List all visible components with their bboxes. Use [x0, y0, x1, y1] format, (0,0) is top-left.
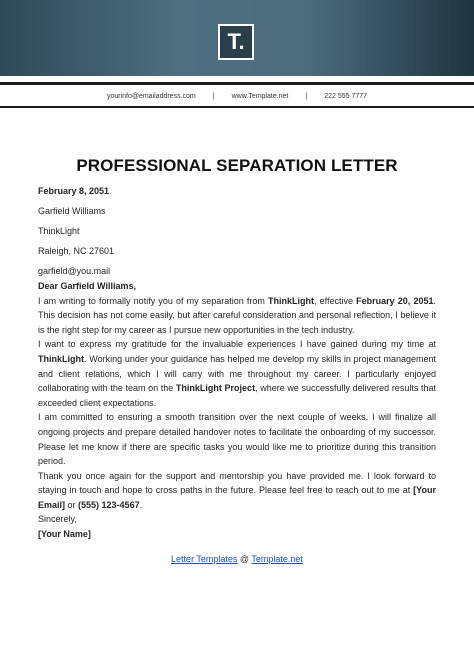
paragraph-text: , effective	[314, 295, 357, 306]
paragraph-1	[38, 294, 436, 338]
contact-phone: 222 555 7777	[324, 92, 368, 100]
salutation: Dear Garfield Williams,	[38, 280, 136, 291]
paragraph-text: . This decision has not come easily, but after careful consideration and personal reflection, I believe it is the right step for my career as I pursue new opportunities in the tech industry.	[38, 295, 436, 335]
letter-title: PROFESSIONAL SEPARATION LETTER	[76, 156, 398, 175]
contact-website: www.Template.net	[231, 92, 289, 100]
recipient-email: garfield@you.mail	[38, 266, 111, 277]
project-name: ThinkLight Project	[175, 383, 256, 394]
header-banner	[0, 0, 474, 76]
contact-separator: |	[212, 92, 215, 100]
letter-templates-link[interactable]: Letter Templates	[171, 554, 238, 564]
contact-separator: |	[305, 92, 308, 100]
closing: Sincerely,	[38, 514, 77, 525]
paragraph-text: or	[65, 499, 79, 510]
template-logo	[218, 24, 254, 60]
recipient-company: ThinkLight	[38, 226, 80, 237]
paragraph-text: I want to express my gratitude for the invaluable experiences I have gained during my time at	[38, 339, 436, 350]
paragraph-text: .	[139, 499, 143, 510]
header-rule-top	[0, 82, 474, 85]
paragraph-3: I am committed to ensuring a smooth transition over the next couple of weeks. I will finalize all ongoing projects and prepare detailed handover notes to facilitate the onboarding of my successor. Please let me know if there are specific tasks you would like me to prioritize during this transition period.	[38, 412, 436, 467]
company-name: ThinkLight	[268, 295, 315, 306]
company-name: ThinkLight	[38, 353, 84, 364]
signature-name: [Your Name]	[38, 529, 91, 540]
contact-email: yourinfo@emailaddress.com	[106, 92, 196, 100]
letter-body	[38, 184, 436, 542]
paragraph-2	[38, 337, 436, 410]
footer-links	[0, 554, 474, 564]
letter-date: February 8, 2051	[38, 186, 110, 196]
paragraph-text: I am writing to formally notify you of my separation from	[38, 295, 269, 306]
effective-date: February 20, 2051	[356, 295, 434, 306]
contact-row	[0, 90, 474, 102]
template-net-link[interactable]: Template.net	[251, 554, 303, 564]
paragraph-text: . Working under your guidance has helped me develop my skills in project management and client relations, which I will carry with me throughout my career. I particularly enjoyed collaborating with the team on the	[38, 353, 436, 394]
paragraph-4	[38, 469, 436, 513]
footer-at: @	[237, 554, 252, 564]
your-email-placeholder: [Your Email]	[38, 485, 436, 510]
logo-letter: T.	[227, 29, 245, 54]
recipient-city: Raleigh, NC 27601	[38, 246, 115, 257]
header-rule-bottom	[0, 106, 474, 108]
paragraph-text: Thank you once again for the support and mentorship you have provided me. I look forward to staying in touch and hope to cross paths in the future. Please feel free to reach out to me at	[38, 470, 436, 496]
paragraph-text: , where we successfully delivered results that exceeded client expectations.	[38, 383, 436, 408]
your-phone: (555) 123-4567	[78, 499, 140, 510]
recipient-name: Garfield Williams	[38, 206, 106, 217]
